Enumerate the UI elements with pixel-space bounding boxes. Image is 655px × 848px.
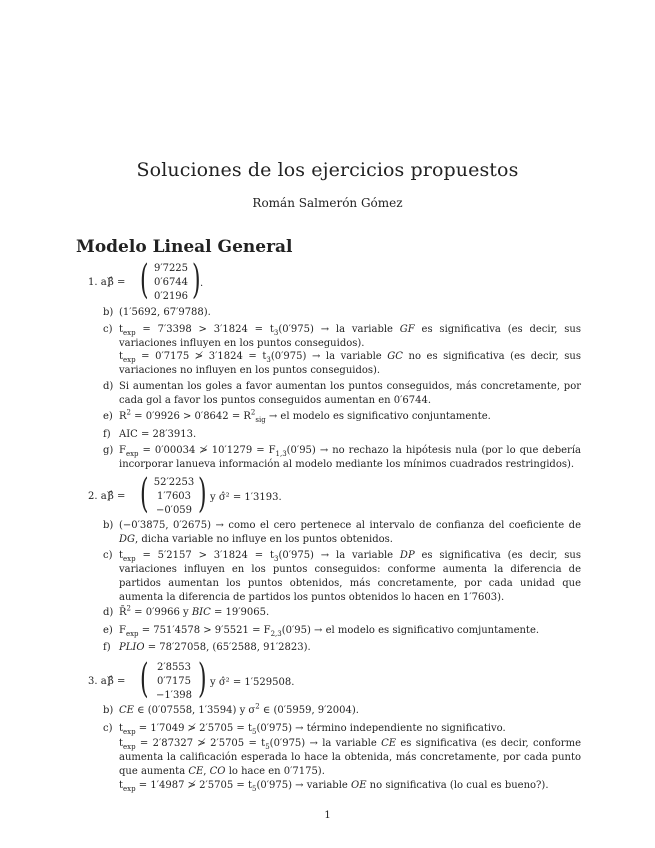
section-heading: Modelo Lineal General — [76, 237, 293, 257]
left-paren: ( — [140, 656, 149, 702]
vector-tail: . — [200, 278, 204, 289]
vector-entry: 0′6744 — [153, 277, 189, 288]
ex1-d: d) Si aumentan los goles a favor aumentan los puntos conseguidos, más concretamente, por cada gol a favor los puntos conseguidos aumentan en 0′6744. — [103, 381, 581, 406]
left-paren: ( — [140, 257, 149, 303]
vector-entry: −1′398 — [155, 690, 193, 701]
ex2-e: e) $F_{exp} = 751'4578 > 9'5521 = F_{2,3}(0'95)$ → el modelo es significativo comjuntamente. — [103, 625, 540, 638]
beta-hat: β̂ = — [108, 676, 126, 687]
beta-vector — [152, 262, 190, 304]
vector-entry: 0′2196 — [153, 291, 189, 302]
ex1-a — [88, 257, 288, 306]
left-paren: ( — [140, 471, 149, 517]
item-label: 3. a) — [88, 676, 111, 687]
ex1-c: c) $t_{exp} = 7'3398 > 3'1824 = t_3(0'975)$ → la variable GF es significativa (es decir, sus variaciones influyen en los puntos conseguidos). — [103, 324, 581, 349]
vector-entry: 0′7175 — [156, 676, 192, 687]
vector-entry: −0′059 — [155, 505, 193, 516]
ex2-c: c) $t_{exp} = 5'2157 > 3'1824 = t_3(0'975)$ → la variable DP es significativa (es decir, sus variaciones influyen en los puntos conseguidos: conforme aumenta la diferencia de partidos aumentan los puntos obtenidos, más concretamente, por cada unidad que aumenta la diferencia de partidos los puntos obtenidos lo hacen en 1′7603). — [103, 550, 581, 603]
right-paren: ) — [198, 656, 207, 702]
right-paren: ) — [198, 471, 207, 517]
item-label: 2. a) — [88, 491, 111, 502]
page-title: Soluciones de los ejercicios propuestos — [136, 159, 519, 181]
ex3-c2: $t_{exp} = 2'87327$ ≯ $2'5705 = t_5(0'975)$ → la variable CE es significativa (es decir, conforme aumenta la calificación esperada lo hace la obtenida, más concretamente, por cada punto que aumenta CE, CO lo hace en 0′7175). — [119, 738, 581, 777]
beta-vector — [152, 661, 196, 703]
ex1-g: g) $F_{exp} = 0'00034$ ≯ $10'1279 = F_{1,3}(0'95)$ → no rechazo la hipótesis nula (por lo que debería incorporar lanueva información al modelo mediante los mínimos cuadrados restringidos). — [103, 445, 581, 470]
ex2-d: d) R̄$^2$ = 0′9966 y BIC = 19′9065. — [103, 604, 270, 618]
ex3-a — [88, 656, 348, 705]
vector-tail: y σ̂² = 1′529508. — [210, 677, 295, 688]
ex3-c: c) $t_{exp} = 1'7049$ ≯ $2'5705 = t_5(0'975)$ → término independiente no significativo. — [103, 723, 506, 736]
ex2-b: b) (−0′3875, 0′2675) → como el cero pertenece al intervalo de confianza del coeficiente de DG, dicha variable no influye en los puntos obtenidos. — [103, 520, 581, 545]
vector-entry: 2′8553 — [156, 662, 192, 673]
ex3-c3: $t_{exp} = 1'4987$ ≯ $2'5705 = t_5(0'975)$ → variable OE no significativa (lo cual es bueno?). — [119, 780, 549, 793]
ex1-b: b) (1′5692, 67′9788). — [103, 307, 211, 318]
beta-hat: β̂ = — [108, 491, 126, 502]
vector-entry: 1′7603 — [156, 491, 192, 502]
ex2-f: f) PLIO = 78′27058, (65′2588, 91′2823). — [103, 642, 311, 653]
author: Román Salmerón Gómez — [252, 196, 403, 210]
ex2-a — [88, 471, 348, 520]
beta-hat: β̂ = — [108, 277, 126, 288]
right-paren: ) — [192, 257, 201, 303]
ex3-b: b) CE ∈ (0′07558, 1′3594) y $\sigma^2$ ∈ (0′5959, 9′2004). — [103, 702, 359, 716]
beta-vector — [152, 476, 196, 518]
vector-entry: 9′7225 — [153, 263, 189, 274]
ex1-c2: $t_{exp} = 0'7175$ ≯ $3'1824 = t_3(0'975)$ → la variable GC no es significativa (es decir, sus variaciones no influyen en los puntos conseguidos). — [119, 351, 581, 376]
page-number: 1 — [324, 810, 331, 821]
vector-tail: y σ̂² = 1′3193. — [210, 492, 282, 503]
vector-entry: 52′2253 — [153, 477, 195, 488]
item-label: 1. a) — [88, 277, 111, 288]
ex1-f: f) AIC = 28′3913. — [103, 429, 197, 440]
ex1-e: e) $R^2 = 0'9926 > 0'8642 = R^2_{sig}$ → el modelo es significativo conjuntamente. — [103, 408, 491, 424]
